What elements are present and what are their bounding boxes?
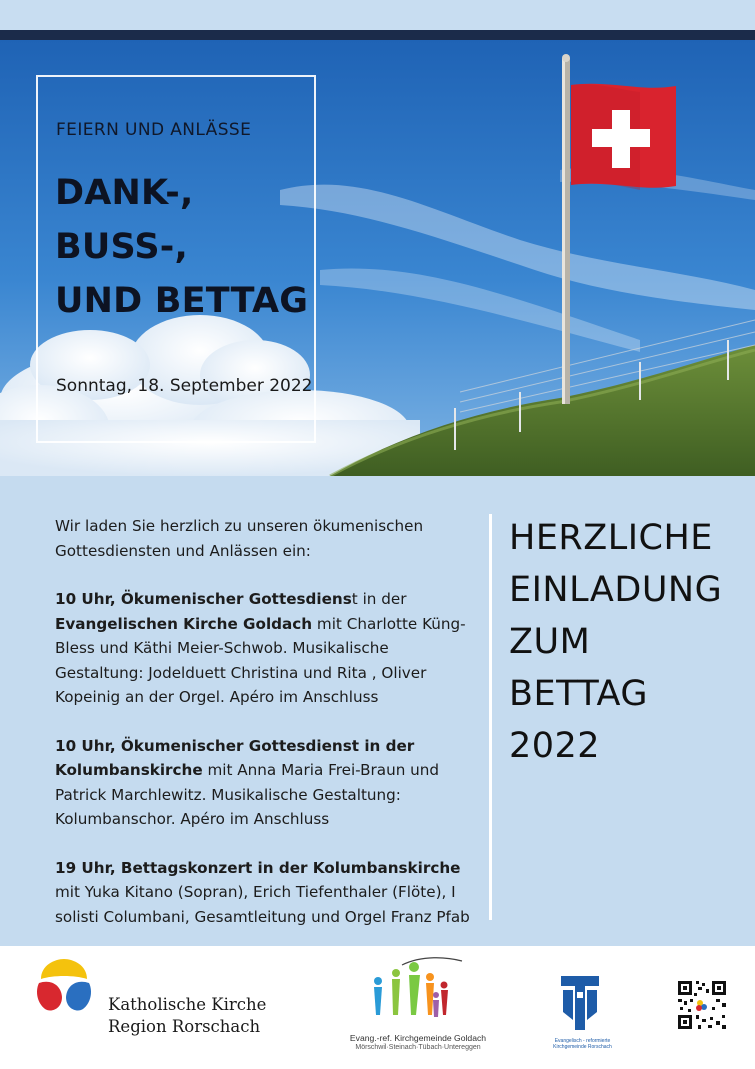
reformed-church-rorschach-logo-icon [555,972,605,1036]
event-location: Evangelischen Kirche Goldach [55,614,313,633]
event-list [55,514,470,953]
swiss-flag-icon [571,84,676,190]
vertical-divider [489,514,492,920]
invitation-line: BETTAG [509,674,649,714]
headline-line: UND BETTAG [55,281,309,321]
headline [55,166,335,328]
reformed-church-goldach-logo-icon [362,955,472,1031]
invitation-line: HERZLICHE [509,518,713,558]
invitation-line: ZUM [509,622,591,662]
top-band [0,0,755,30]
catholic-church-name [108,994,266,1038]
event-time-title: 10 Uhr, Ökumenischer Gottesdienst in der Kolumbanskirche [55,736,415,779]
event-item [55,856,470,930]
event-item [55,587,470,710]
top-rule [0,30,755,40]
qr-code-icon[interactable] [676,979,728,1031]
catholic-church-logo-icon [35,957,93,1015]
er-name-line: Kirchgemeinde Rorschach [553,1044,612,1050]
catholic-name-line: Katholische Kirche [108,995,267,1014]
event-text: t in der [351,590,407,608]
er-name-line: Evangelisch - reformierte [554,1038,611,1044]
event-time-title: 19 Uhr, Bettagskonzert in der Kolumbanskirche [55,858,461,877]
reformed-church-goldach-name: Evang.-ref. Kirchgemeinde Goldach [349,1033,487,1043]
intro-paragraph: Wir laden Sie herzlich zu unseren ökumenischen Gottesdiensten und Anlässen ein: [55,517,424,560]
invitation-line: EINLADUNG [509,570,723,610]
invitation-line: 2022 [509,726,601,766]
event-details: mit Anna Maria Frei-Braun und Patrick Marchlewitz. Musikalische Gestaltung: Kolumbanschor. Apéro im Anschluss [55,761,440,828]
event-time-title: 10 Uhr, Ökumenischer Gottesdiens [55,590,352,608]
headline-line: BUSS-, [55,227,188,267]
headline-line: DANK-, [55,173,194,213]
event-details: mit Yuka Kitano (Sopran), Erich Tiefenthaler (Flöte), I solisti Columbani, Gesamtleitung und Orgel Franz Pfab [55,883,470,926]
event-item [55,734,470,832]
invitation-heading [509,512,749,772]
reformed-church-rorschach-name [545,1038,620,1050]
reformed-church-goldach-subtitle: Mörschwil·Steinach·Tübach·Untereggen [355,1044,481,1051]
kicker: FEIERN UND ANLÄSSE [56,120,252,140]
catholic-name-line: Region Rorschach [108,1017,261,1036]
event-details: mit Charlotte Küng-Bless und Käthi Meier-Schwob. Musikalische Gestaltung: Jodelduett Christina und Rita , Oliver Kopeinig an der Orgel. Apéro im Anschluss [55,614,466,706]
event-date: Sonntag, 18. September 2022 [56,376,313,396]
